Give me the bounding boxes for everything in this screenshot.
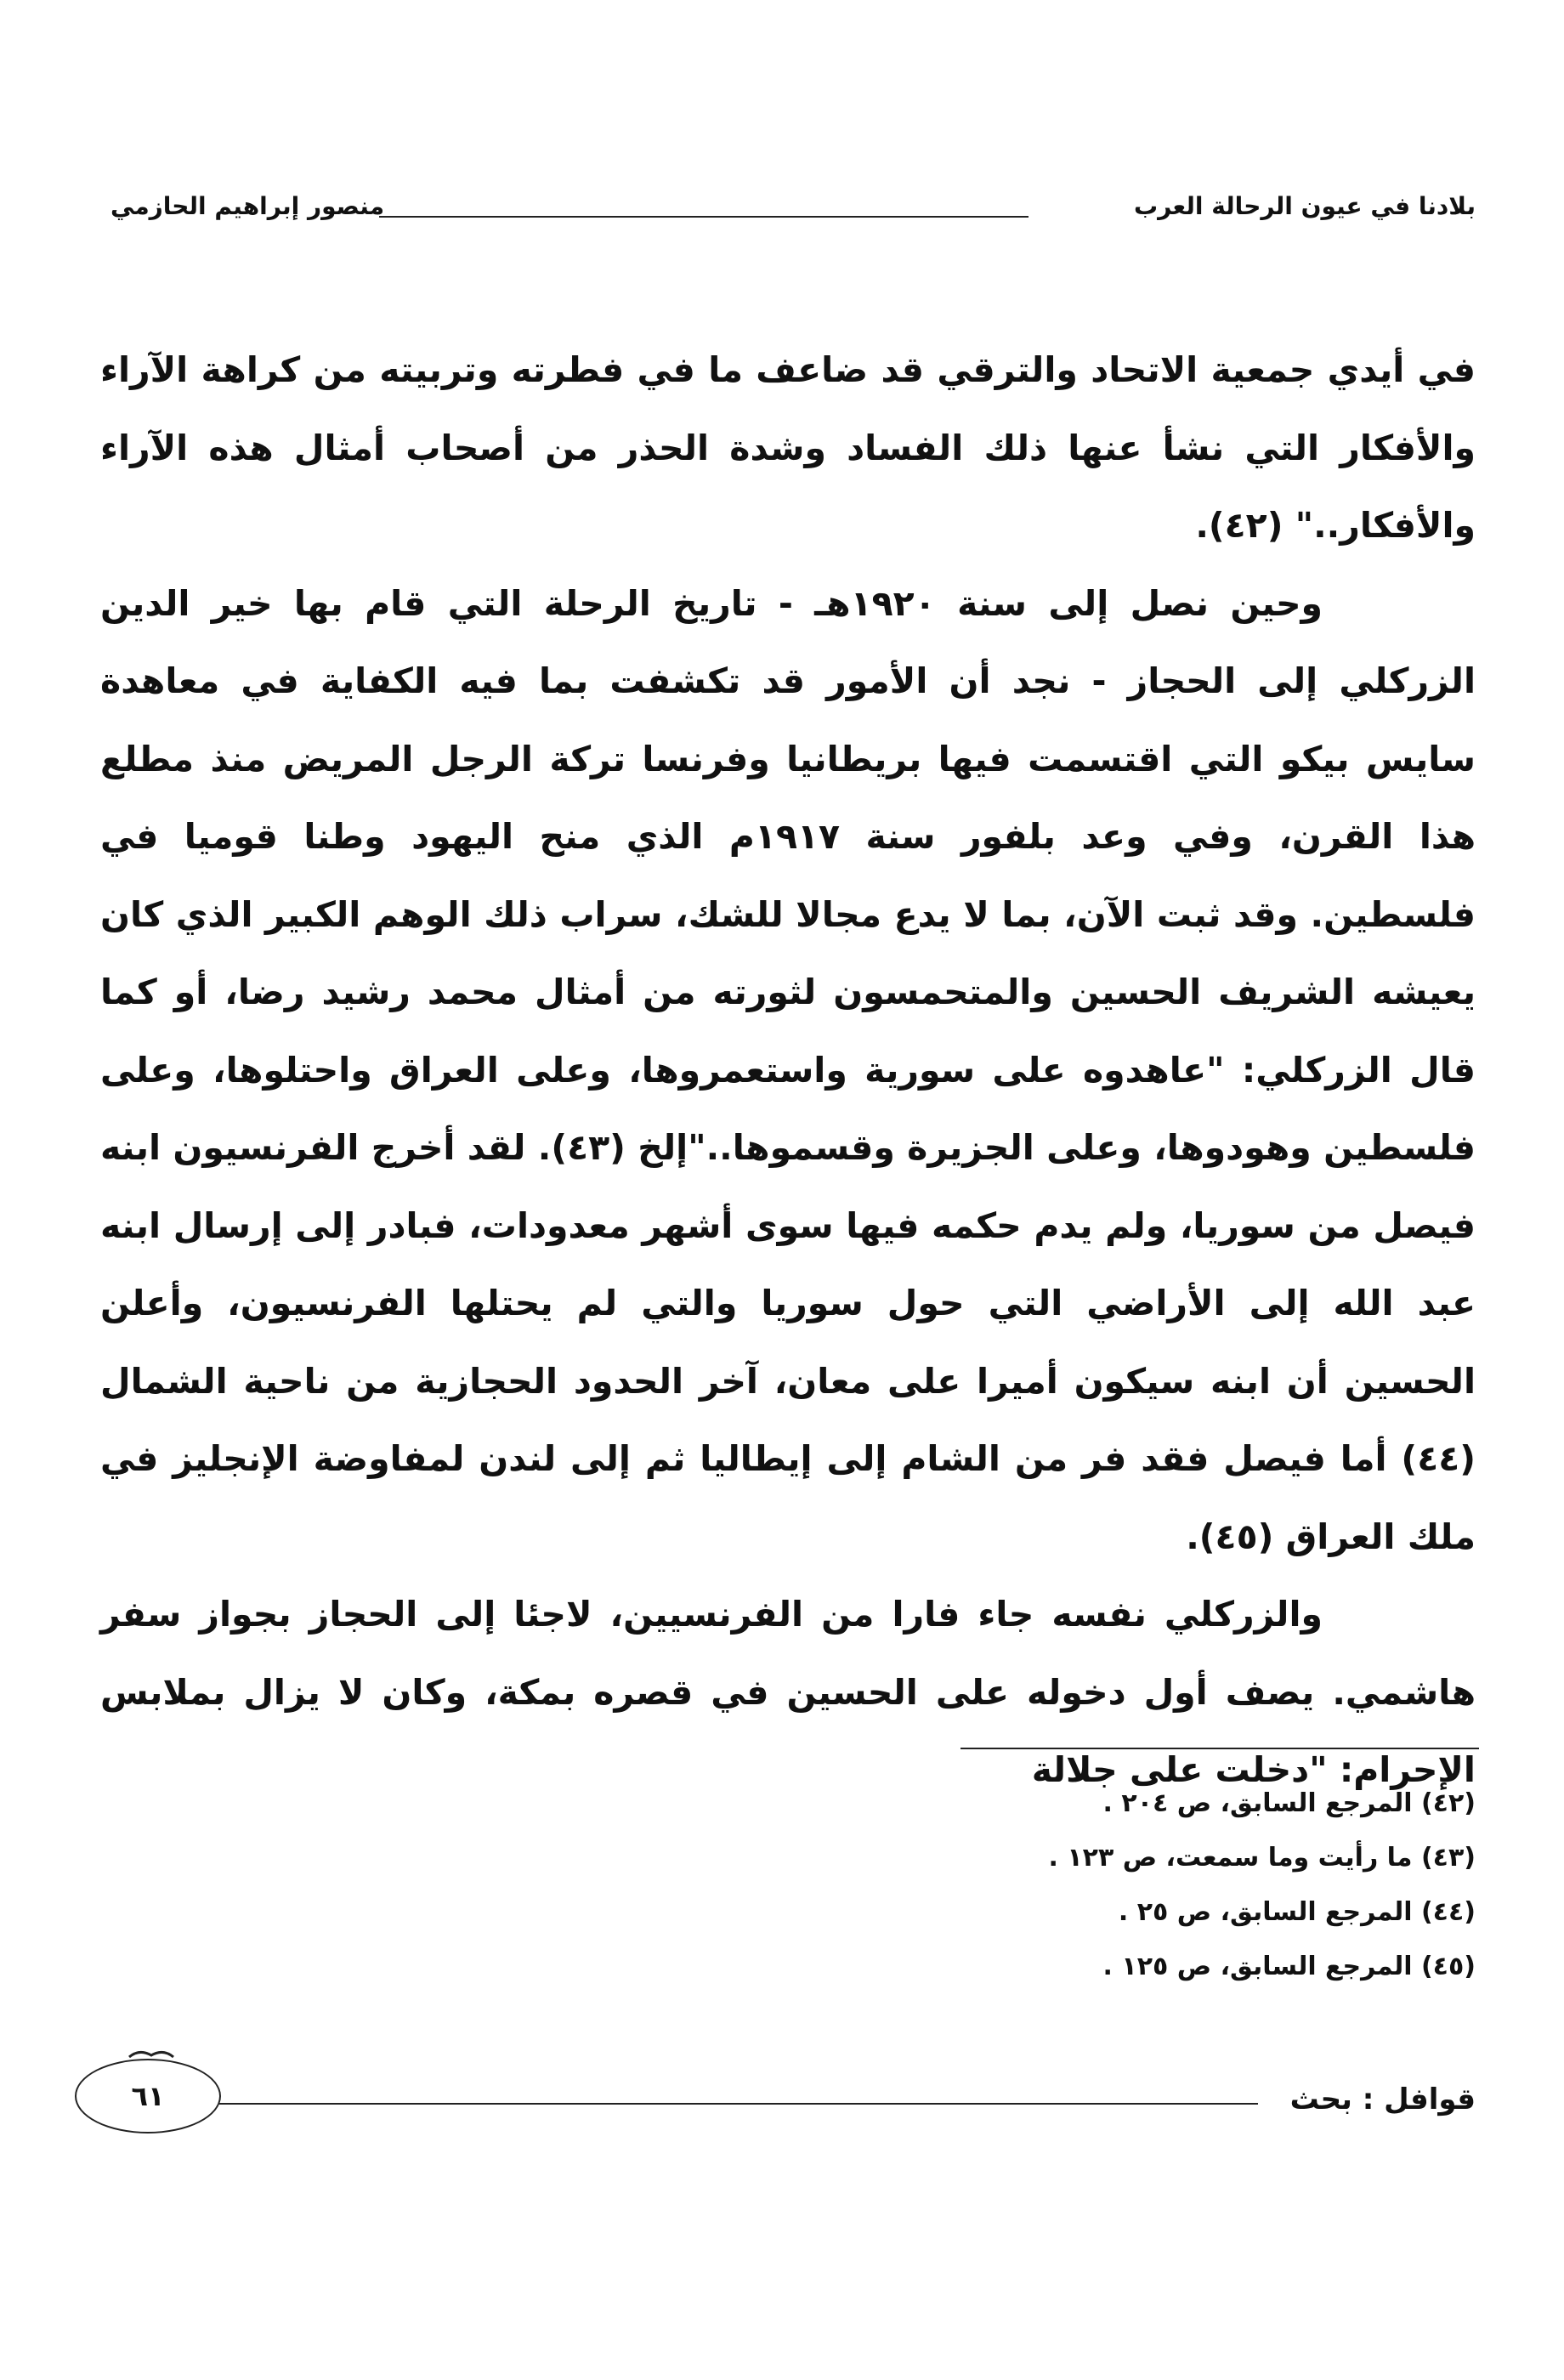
footer-rule: [219, 2103, 1258, 2105]
footnote-separator: [960, 1748, 1479, 1749]
running-header-title: بلادنا في عيون الرحالة العرب: [1133, 192, 1476, 220]
paragraph: وحين نصل إلى سنة ١٩٢٠هـ - تاريخ الرحلة التي قام بها خير الدين الزركلي إلى الحجاز - نجد أن الأمور قد تكشفت بما فيه الكفاية في معاهدة سايس بيكو التي اقتسمت فيها بريطانيا وفرنسا تركة الرجل المريض منذ مطلع هذا القرن، وفي وعد بلفور سنة ١٩١٧م الذي منح اليهود وطنا قوميا في فلسطين. وقد ثبت الآن، بما لا يدع مجالا للشك، سراب ذلك الوهم الكبير الذي كان يعيشه الشريف الحسين والمتحمسون لثورته من أمثال محمد رشيد رضا، أو كما قال الزركلي: "عاهدوه على سورية واستعمروها، وعلى العراق واحتلوها، وعلى فلسطين وهودوها، وعلى الجزيرة وقسموها.."إلخ (٤٣). لقد أخرج الفرنسيون ابنه فيصل من سوريا، ولم يدم حكمه فيها سوى أشهر معدودات، فبادر إلى إرسال ابنه عبد الله إلى الأراضي التي حول سوريا والتي لم يحتلها الفرنسيون، وأعلن الحسين أن ابنه سيكون أميرا على معان، آخر الحدود الحجازية من ناحية الشمال (٤٤) أما فيصل فقد فر من الشام إلى إيطاليا ثم إلى لندن لمفاوضة الإنجليز في ملك العراق (٤٥).: [100, 582, 1476, 1557]
page-number: ٦١: [131, 2080, 165, 2112]
main-text: [100, 332, 1476, 1810]
running-header-author: منصور إبراهيم الحازمي: [110, 192, 385, 220]
footnotes: [1049, 1776, 1476, 1994]
header-rule: [379, 216, 1028, 218]
footnote: (٤٤) المرجع السابق، ص ٢٥ .: [1118, 1897, 1476, 1927]
paragraph: في أيدي جمعية الاتحاد والترقي قد ضاعف ما في فطرته وتربيته من كراهة الآراء والأفكار التي نشأ عنها ذلك الفساد وشدة الحذر من أصحاب أمثال هذه الآراء والأفكار.." (٤٢).: [100, 349, 1476, 546]
footnote: (٤٢) المرجع السابق، ص ٢٠٤ .: [1102, 1788, 1476, 1818]
footnote: (٤٥) المرجع السابق، ص ١٢٥ .: [1102, 1952, 1476, 1981]
footnote: (٤٣) ما رأيت وما سمعت، ص ١٢٣ .: [1048, 1843, 1476, 1873]
paragraph: والزركلي نفسه جاء فارا من الفرنسيين، لاجئا إلى الحجاز بجواز سفر هاشمي. يصف أول دخوله على الحسين في قصره بمكة، وكان لا يزال بملابس الإحرام: "دخلت على جلالة: [100, 1594, 1476, 1790]
footer-journal-label: قوافل : بحث: [1289, 2082, 1476, 2116]
page-number-oval: [75, 2059, 221, 2134]
